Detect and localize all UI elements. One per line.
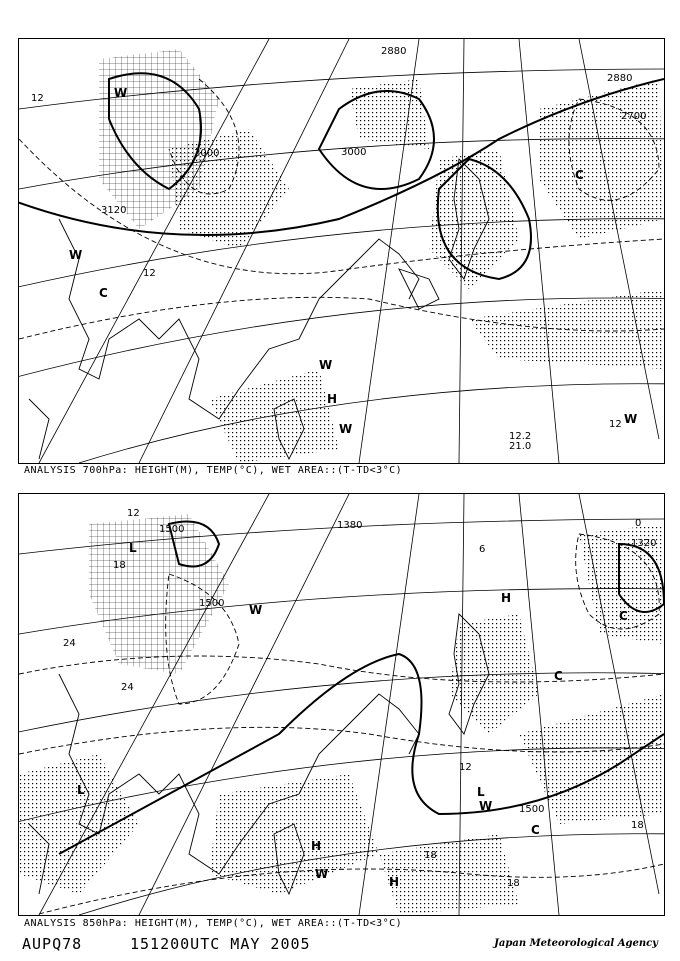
contour-label: 1380 [337,520,363,531]
temp-label: 12 [31,93,44,104]
temp-label: 24 [121,682,134,693]
contour-label: 1320 [631,538,657,549]
station-value: 21.0 [509,441,532,452]
contour-label: 2880 [381,46,407,57]
warm-marker: W [624,412,638,426]
temp-label: 12 [609,419,622,430]
warm-marker: W [479,799,493,813]
temp-label: 18 [424,850,437,861]
temp-label: 24 [63,638,76,649]
map-850hpa [18,493,665,916]
contour-label: 3000 [341,147,367,158]
map-850hpa-caption: ANALYSIS 850hPa: HEIGHT(M), TEMP(°C), WET AREA::(T-TD<3°C) [24,918,403,929]
map-850hpa-drawing [19,494,664,915]
warm-marker: W [339,422,353,436]
cold-marker: C [619,609,628,623]
warm-marker: W [315,867,329,881]
contour-label: 2700 [621,111,647,122]
map-700hpa-drawing [19,39,664,463]
temp-label: 12 [127,508,140,519]
contour-label: 3000 [194,148,220,159]
contour-label: 1500 [199,598,225,609]
temp-label: 12 [459,762,472,773]
high-marker: H [327,392,338,406]
low-marker: L [477,785,485,799]
agency-credit: Japan Meteorological Agency [494,938,658,949]
contour-label: 1500 [159,524,185,535]
warm-marker: W [319,358,333,372]
bulletin-code: AUPQ78 [22,935,83,953]
temp-label: 18 [631,820,644,831]
high-marker: H [311,839,322,853]
temp-label: 12 [143,268,156,279]
low-marker: L [129,541,137,555]
temp-label: 6 [479,544,486,555]
cold-marker: C [99,286,108,300]
contour-label: 1500 [519,804,545,815]
map-700hpa-caption: ANALYSIS 700hPa: HEIGHT(M), TEMP(°C), WET AREA::(T-TD<3°C) [24,465,403,476]
wet-areas [19,514,664,915]
temp-label: 18 [507,878,520,889]
temp-label: 0 [635,518,642,529]
wet-areas [99,49,664,463]
map-700hpa [18,38,665,464]
cold-marker: C [575,168,584,182]
contour-label: 2880 [607,73,633,84]
station-value: 12.2 [509,431,532,442]
cold-marker: C [531,823,540,837]
low-marker: L [77,783,85,797]
contour-label: 3120 [101,205,127,216]
high-marker: H [389,875,400,889]
warm-marker: W [114,86,128,100]
temp-label: 18 [113,560,126,571]
warm-marker: W [249,603,263,617]
cold-marker: C [554,669,563,683]
high-marker: H [501,591,512,605]
warm-marker: W [69,248,83,262]
valid-datetime: 151200UTC MAY 2005 [130,935,311,953]
